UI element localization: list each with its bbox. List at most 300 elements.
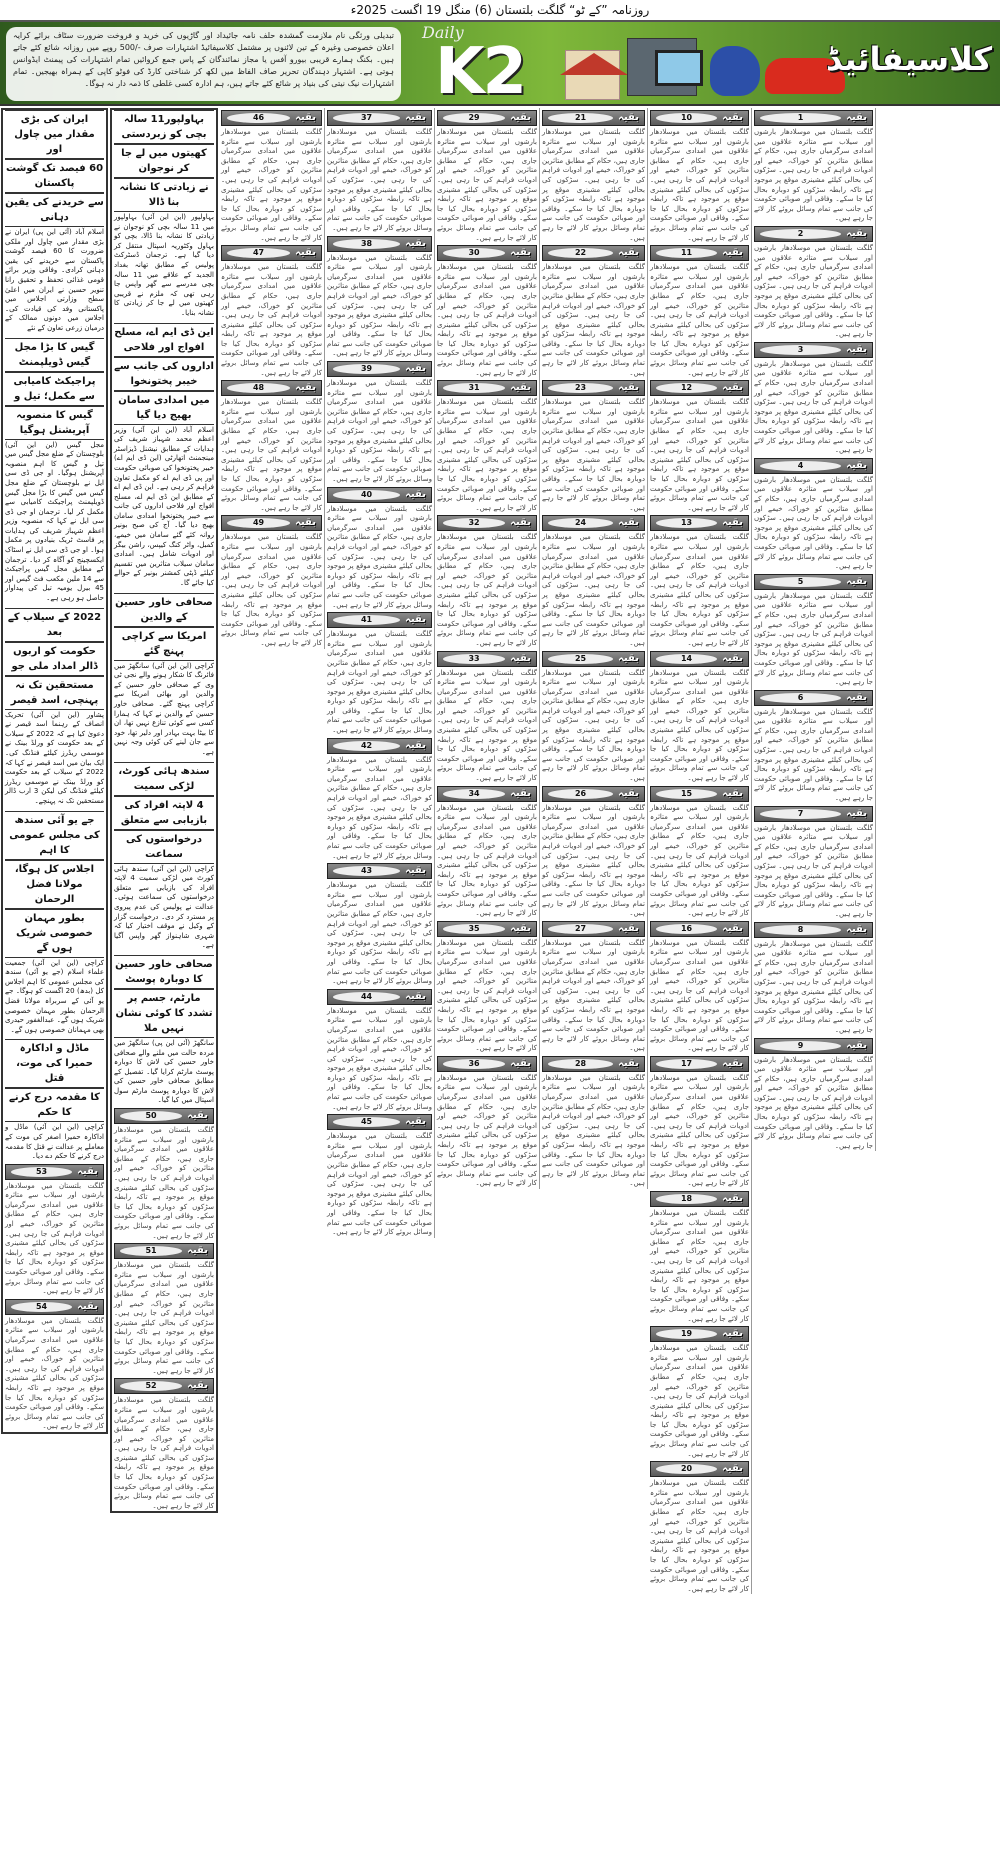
- baqiya-banner: [754, 342, 873, 358]
- continuation-text: گلگت بلتستان میں موسلادھار بارشوں اور سیلاب سے متاثرہ علاقوں میں امدادی سرگرمیاں جاری ہیں، حکام کے مطابق متاثرین کو خوراک، خیمے اور ادویات فراہم کی جا رہی ہیں۔ سڑکوں کی بحالی کیلئے مشینری موقع پر موجود ہے تاکہ رابطہ سڑکوں کو دوبارہ بحال کیا جا سکے۔ وفاقی اور صوبائی حکومت کی جانب سے تمام وسائل بروئے کار لائے جا رہے ہیں۔: [650, 938, 749, 1053]
- continuation-block: [437, 110, 537, 243]
- baqiya-label: بقیہ: [846, 691, 867, 703]
- swoosh-ornament-icon: [656, 113, 717, 123]
- newspaper-page: [0, 108, 1000, 1594]
- headline: نے زیادتی کا نشانہ بنا ڈالا: [114, 178, 214, 212]
- continuation-block: [754, 922, 873, 1036]
- baqiya-number: 54: [35, 1301, 48, 1311]
- swoosh-ornament-icon: [548, 383, 613, 393]
- continuation-block: [114, 1108, 214, 1241]
- continuation-text: گلگت بلتستان میں موسلادھار بارشوں اور سیلاب سے متاثرہ علاقوں میں امدادی سرگرمیاں جاری ہیں، حکام کے مطابق متاثرین کو خوراک، خیمے اور ادویات فراہم کی جا رہی ہیں۔ سڑکوں کی بحالی کیلئے مشینری موقع پر موجود ہے تاکہ رابطہ سڑکوں کو دوبارہ بحال کیا جا سکے۔ وفاقی اور صوبائی حکومت کی جانب سے تمام وسائل بروئے کار لائے جا رہے ہیں۔: [650, 128, 749, 242]
- baqiya-banner: [221, 110, 322, 126]
- story-ndma: [114, 323, 214, 589]
- baqiya-label: بقیہ: [618, 247, 639, 259]
- continuation-text: گلگت بلتستان میں موسلادھار بارشوں اور سیلاب سے متاثرہ علاقوں میں امدادی سرگرمیاں جاری ہیں، حکام کے مطابق متاثرین کو خوراک، خیمے اور ادویات فراہم کی جا رہی ہیں۔ سڑکوں کی بحالی کیلئے مشینری موقع پر موجود ہے تاکہ رابطہ سڑکوں کو دوبارہ بحال کیا جا سکے۔ وفاقی اور صوبائی حکومت کی جانب سے تمام وسائل بروئے کار لائے جا رہے ہیں۔: [327, 504, 432, 609]
- baqiya-banner: [542, 380, 645, 396]
- baqiya-label: بقیہ: [295, 517, 316, 529]
- headline: مستحقین تک نہ پہنچی، اسد قیصر: [5, 676, 104, 710]
- headline: اداروں کی جانب سے خیبر پختونخوا: [114, 357, 214, 391]
- continuation-block: [650, 921, 749, 1054]
- baqiya-number: 46: [252, 113, 265, 122]
- swoosh-ornament-icon: [227, 248, 290, 258]
- baqiya-banner: [327, 738, 432, 754]
- swoosh-ornament-icon: [760, 345, 841, 355]
- baqiya-label: بقیہ: [846, 807, 867, 819]
- continuation-block: [650, 786, 749, 919]
- baqiya-label: بقیہ: [510, 652, 531, 664]
- continuation-block: [327, 989, 432, 1113]
- swoosh-ornament-icon: [760, 229, 841, 239]
- continuation-block: [542, 651, 645, 784]
- headline: سندھ ہائی کورٹ، لڑکی سمیت: [114, 762, 214, 796]
- headline: این ڈی ایم اے، مسلح افواج اور فلاحی: [114, 323, 214, 357]
- continuation-block: [650, 1461, 749, 1594]
- dateline-text: روزنامہ ”کے ٹو“ گلگت بلتستان (6) منگل 19 اگست 2025ء: [350, 3, 650, 17]
- baqiya-label: بقیہ: [405, 363, 426, 375]
- baqiya-number: 1: [797, 113, 804, 122]
- baqiya-banner: [542, 245, 645, 261]
- continuation-block: [754, 342, 873, 456]
- baqiya-label: بقیہ: [722, 112, 743, 123]
- baqiya-number: 37: [360, 113, 373, 122]
- continuation-column-5: [435, 108, 540, 1189]
- continuation-block: [327, 110, 432, 234]
- baqiya-banner: [221, 515, 322, 531]
- baqiya-number: 4: [797, 460, 804, 470]
- story-khawar-postmortem: [114, 955, 214, 1106]
- swoosh-ornament-icon: [227, 518, 290, 528]
- baqiya-banner: [437, 786, 537, 802]
- swoosh-ornament-icon: [548, 654, 613, 664]
- swoosh-ornament-icon: [760, 113, 841, 123]
- classified-illustration: [565, 30, 845, 102]
- baqiya-banner: [327, 612, 432, 628]
- baqiya-number: 50: [145, 1111, 157, 1121]
- continuation-text: گلگت بلتستان میں موسلادھار بارشوں اور سیلاب سے متاثرہ علاقوں میں امدادی سرگرمیاں جاری ہیں، حکام کے مطابق متاثرین کو خوراک، خیمے اور ادویات فراہم کی جا رہی ہیں۔ سڑکوں کی بحالی کیلئے مشینری موقع پر موجود ہے تاکہ رابطہ سڑکوں کو دوبارہ بحال کیا جا سکے۔ وفاقی اور صوبائی حکومت کی جانب سے تمام وسائل بروئے کار لائے جا رہے ہیں۔: [5, 1316, 104, 1431]
- baqiya-banner: [650, 1191, 749, 1207]
- continuation-block: [437, 245, 537, 378]
- baqiya-banner: [650, 515, 749, 531]
- continuation-block: [754, 226, 873, 340]
- baqiya-label: بقیہ: [722, 1193, 743, 1204]
- baqiya-number: 33: [468, 653, 480, 663]
- baqiya-banner: [437, 245, 537, 261]
- continuation-block: [221, 245, 322, 378]
- baqiya-banner: [754, 110, 873, 126]
- continuation-block: [650, 1191, 749, 1324]
- continuation-text: گلگت بلتستان میں موسلادھار بارشوں اور سیلاب سے متاثرہ علاقوں میں امدادی سرگرمیاں جاری ہیں، حکام کے مطابق متاثرین کو خوراک، خیمے اور ادویات فراہم کی جا رہی ہیں۔ سڑکوں کی بحالی کیلئے مشینری موقع پر موجود ہے تاکہ رابطہ سڑکوں کو دوبارہ بحال کیا جا سکے۔ وفاقی اور صوبائی حکومت کی جانب سے تمام وسائل بروئے کار لائے جا رہے ہیں۔: [437, 938, 537, 1053]
- baqiya-banner: [542, 515, 645, 531]
- swoosh-ornament-icon: [760, 693, 841, 703]
- logo-name-text: K2: [434, 35, 526, 106]
- baqiya-number: 39: [360, 364, 373, 374]
- swoosh-ornament-icon: [443, 113, 505, 123]
- baqiya-banner: [650, 245, 749, 261]
- baqiya-number: 41: [360, 615, 373, 625]
- continuation-block: [327, 863, 432, 987]
- baqiya-banner: [754, 922, 873, 938]
- swoosh-ornament-icon: [11, 1167, 72, 1177]
- continuation-block: [114, 1378, 214, 1511]
- continuation-block: [437, 786, 537, 919]
- headline: 2022 کے سیلاب کے بعد: [5, 608, 104, 642]
- swoosh-ornament-icon: [443, 383, 505, 393]
- baqiya-label: بقیہ: [405, 237, 426, 249]
- continuation-text: گلگت بلتستان میں موسلادھار بارشوں اور سیلاب سے متاثرہ علاقوں میں امدادی سرگرمیاں جاری ہیں، حکام کے مطابق متاثرین کو خوراک، خیمے اور ادویات فراہم کی جا رہی ہیں۔ سڑکوں کی بحالی کیلئے مشینری موقع پر موجود ہے تاکہ رابطہ سڑکوں کو دوبارہ بحال کیا جا سکے۔ وفاقی اور صوبائی حکومت کی جانب سے تمام وسائل بروئے کار لائے جا رہے ہیں۔: [327, 253, 432, 358]
- continuation-block: [650, 651, 749, 784]
- continuation-text: گلگت بلتستان میں موسلادھار بارشوں اور سیلاب سے متاثرہ علاقوں میں امدادی سرگرمیاں جاری ہیں، حکام کے مطابق متاثرین کو خوراک، خیمے اور ادویات فراہم کی جا رہی ہیں۔ سڑکوں کی بحالی کیلئے مشینری موقع پر موجود ہے تاکہ رابطہ سڑکوں کو دوبارہ بحال کیا جا سکے۔ وفاقی اور صوبائی حکومت کی جانب سے تمام وسائل بروئے کار لائے جا رہے ہیں۔: [327, 1132, 432, 1237]
- continuation-block: [327, 738, 432, 862]
- baqiya-label: بقیہ: [722, 652, 743, 664]
- swoosh-ornament-icon: [443, 248, 505, 258]
- headline: گیس کا منصوبہ آپریشنل ہوگیا: [5, 406, 104, 440]
- baqiya-label: بقیہ: [722, 1057, 743, 1069]
- baqiya-banner: [542, 110, 645, 126]
- continuation-text: گلگت بلتستان میں موسلادھار بارشوں اور سیلاب سے متاثرہ علاقوں میں امدادی سرگرمیاں جاری ہیں، حکام کے مطابق متاثرین کو خوراک، خیمے اور ادویات فراہم کی جا رہی ہیں۔ سڑکوں کی بحالی کیلئے مشینری موقع پر موجود ہے تاکہ رابطہ سڑکوں کو دوبارہ بحال کیا جا سکے۔ وفاقی اور صوبائی حکومت کی جانب سے تمام وسائل بروئے کار لائے جا رہے ہیں۔: [650, 263, 749, 377]
- baqiya-number: 2: [797, 228, 804, 238]
- continuation-block: [542, 921, 645, 1054]
- continuation-text: گلگت بلتستان میں موسلادھار بارشوں اور سیلاب سے متاثرہ علاقوں میں امدادی سرگرمیاں جاری ہیں، حکام کے مطابق متاثرین کو خوراک، خیمے اور ادویات فراہم کی جا رہی ہیں۔ سڑکوں کی بحالی کیلئے مشینری موقع پر موجود ہے تاکہ رابطہ سڑکوں کو دوبارہ بحال کیا جا سکے۔ وفاقی اور صوبائی حکومت کی جانب سے تمام وسائل بروئے کار لائے جا رہے ہیں۔: [114, 1396, 214, 1510]
- headline: صحافی خاور حسین کا دوبارہ پوسٹ: [114, 955, 214, 989]
- story-body: بہاولپور (این این آئی) بہاولپور میں 11 سالہ بچی کو نوجوان نے زیادتی کا نشانہ بنا ڈالا، بچی کو بہاول وکٹوریہ اسپتال منتقل کر دیا گیا ہے۔ ترجمان ڈسٹرکٹ پولیس کے مطابق تھانہ بغداد الجدید کے علاقے میں 11 سالہ بچی مدرسے سے گھر واپس جا رہی تھی کہ ملزم نے قریبی کھیتوں میں لے جا کر زیادتی کا نشانہ بنایا۔: [114, 213, 214, 317]
- baqiya-number: 16: [680, 923, 693, 933]
- baqiya-label: بقیہ: [510, 1057, 531, 1069]
- continuation-block: [221, 515, 322, 648]
- logo-daily-text: Daily: [422, 23, 464, 42]
- headline: میں امدادی سامان بھیج دیا گیا: [114, 391, 214, 425]
- baqiya-banner: [114, 1108, 214, 1124]
- baqiya-number: 36: [468, 1058, 480, 1068]
- baqiya-number: 14: [680, 653, 693, 663]
- continuation-block: [437, 1056, 537, 1189]
- swoosh-ornament-icon: [333, 239, 400, 249]
- baqiya-label: بقیہ: [405, 990, 426, 1002]
- continuation-text: گلگت بلتستان میں موسلادھار بارشوں اور سیلاب سے متاثرہ علاقوں میں امدادی سرگرمیاں جاری ہیں، حکام کے مطابق متاثرین کو خوراک، خیمے اور ادویات فراہم کی جا رہی ہیں۔ سڑکوں کی بحالی کیلئے مشینری موقع پر موجود ہے تاکہ رابطہ سڑکوں کو دوبارہ بحال کیا جا سکے۔ وفاقی اور صوبائی حکومت کی جانب سے تمام وسائل بروئے کار لائے جا رہے ہیں۔: [650, 1073, 749, 1188]
- continuation-block: [542, 1056, 645, 1189]
- baqiya-label: بقیہ: [722, 247, 743, 259]
- continuation-text: گلگت بلتستان میں موسلادھار بارشوں اور سیلاب سے متاثرہ علاقوں میں امدادی سرگرمیاں جاری ہیں، حکام کے مطابق متاثرین کو خوراک، خیمے اور ادویات فراہم کی جا رہی ہیں۔ سڑکوں کی بحالی کیلئے مشینری موقع پر موجود ہے تاکہ رابطہ سڑکوں کو دوبارہ بحال کیا جا سکے۔ وفاقی اور صوبائی حکومت کی جانب سے تمام وسائل بروئے کار لائے جا رہے ہیں۔: [437, 128, 537, 242]
- swoosh-ornament-icon: [333, 866, 400, 876]
- continuation-text: گلگت بلتستان میں موسلادھار بارشوں اور سیلاب سے متاثرہ علاقوں میں امدادی سرگرمیاں جاری ہیں، حکام کے مطابق متاثرین کو خوراک، خیمے اور ادویات فراہم کی جا رہی ہیں۔ سڑکوں کی بحالی کیلئے مشینری موقع پر موجود ہے تاکہ رابطہ سڑکوں کو دوبارہ بحال کیا جا سکے۔ وفاقی اور صوبائی حکومت کی جانب سے تمام وسائل بروئے کار لائے جا رہے ہیں۔: [650, 533, 749, 647]
- continuation-text: گلگت بلتستان میں موسلادھار بارشوں اور سیلاب سے متاثرہ علاقوں میں امدادی سرگرمیاں جاری ہیں، حکام کے مطابق متاثرین کو خوراک، خیمے اور ادویات فراہم کی جا رہی ہیں۔ سڑکوں کی بحالی کیلئے مشینری موقع پر موجود ہے تاکہ رابطہ سڑکوں کو دوبارہ بحال کیا جا سکے۔ وفاقی اور صوبائی حکومت کی جانب سے تمام وسائل بروئے کار لائے جا رہے ہیں۔: [327, 630, 432, 735]
- continuation-text: گلگت بلتستان میں موسلادھار بارشوں اور سیلاب سے متاثرہ علاقوں میں امدادی سرگرمیاں جاری ہیں، حکام کے مطابق متاثرین کو خوراک، خیمے اور ادویات فراہم کی جا رہی ہیں۔ سڑکوں کی بحالی کیلئے مشینری موقع پر موجود ہے تاکہ رابطہ سڑکوں کو دوبارہ بحال کیا جا سکے۔ وفاقی اور صوبائی حکومت کی جانب سے تمام وسائل بروئے کار لائے جا رہے ہیں۔: [327, 755, 432, 860]
- continuation-text: گلگت بلتستان میں موسلادھار بارشوں اور سیلاب سے متاثرہ علاقوں میں امدادی سرگرمیاں جاری ہیں، حکام کے مطابق متاثرین کو خوراک، خیمے اور ادویات فراہم کی جا رہی ہیں۔ سڑکوں کی بحالی کیلئے مشینری موقع پر موجود ہے تاکہ رابطہ سڑکوں کو دوبارہ بحال کیا جا سکے۔ وفاقی اور صوبائی حکومت کی جانب سے تمام وسائل بروئے کار لائے جا رہے ہیں۔: [754, 1055, 873, 1150]
- baqiya-label: بقیہ: [295, 112, 316, 123]
- swoosh-ornament-icon: [333, 364, 400, 374]
- headline: جے یو آئی سندھ کی مجلس عمومی کا اہم: [5, 811, 104, 860]
- continuation-block: [437, 921, 537, 1054]
- headline: بطور مہمان خصوصی شریک ہوں گے: [5, 909, 104, 958]
- continuation-block: [327, 487, 432, 611]
- baqiya-label: بقیہ: [510, 922, 531, 934]
- headline: پراجیکٹ کامیابی سے مکمل؛ تیل و: [5, 372, 104, 406]
- baqiya-banner: [327, 110, 432, 126]
- continuation-text: گلگت بلتستان میں موسلادھار بارشوں اور سیلاب سے متاثرہ علاقوں میں امدادی سرگرمیاں جاری ہیں، حکام کے مطابق متاثرین کو خوراک، خیمے اور ادویات فراہم کی جا رہی ہیں۔ سڑکوں کی بحالی کیلئے مشینری موقع پر موجود ہے تاکہ رابطہ سڑکوں کو دوبارہ بحال کیا جا سکے۔ وفاقی اور صوبائی حکومت کی جانب سے تمام وسائل بروئے کار لائے جا رہے ہیں۔: [437, 263, 537, 377]
- continuation-text: گلگت بلتستان میں موسلادھار بارشوں اور سیلاب سے متاثرہ علاقوں میں امدادی سرگرمیاں جاری ہیں، حکام کے مطابق متاثرین کو خوراک، خیمے اور ادویات فراہم کی جا رہی ہیں۔ سڑکوں کی بحالی کیلئے مشینری موقع پر موجود ہے تاکہ رابطہ سڑکوں کو دوبارہ بحال کیا جا سکے۔ وفاقی اور صوبائی حکومت کی جانب سے تمام وسائل بروئے کار لائے جا رہے ہیں۔: [327, 379, 432, 483]
- baqiya-banner: [437, 515, 537, 531]
- swoosh-ornament-icon: [548, 789, 613, 799]
- story-body: اسلام آباد (آئی این پی) ایران نے بڑی مقدار میں چاول اور ملکی ضرورت کا 60 فیصد گوشت پاکستان سے خریدنے کی یقین دہانی کرادی۔ وفاقی وزیر برائے قومی غذائی تحفظ و تحقیق رانا تنویر حسین نے ایران میں اعلیٰ سطح وزارتی اجلاس میں پاکستانی وفد کی قیادت کی۔ اجلاس میں دونوں ممالک کے درمیان زرعی تعاون کے نئے: [5, 228, 104, 332]
- baqiya-number: 43: [360, 866, 373, 876]
- story-body: کراچی (این این آئی) ماڈل و اداکارہ حمیرا اصغر کی موت کے معاملے پر عدالت نے قتل کا مقدمہ درج کرنے کا حکم دے دیا۔: [5, 1123, 104, 1161]
- baqiya-number: 47: [252, 248, 265, 258]
- baqiya-label: بقیہ: [722, 787, 743, 799]
- continuation-text: گلگت بلتستان میں موسلادھار بارشوں اور سیلاب سے متاثرہ علاقوں میں امدادی سرگرمیاں جاری ہیں، حکام کے مطابق متاثرین کو خوراک، خیمے اور ادویات فراہم کی جا رہی ہیں۔ سڑکوں کی بحالی کیلئے مشینری موقع پر موجود ہے تاکہ رابطہ سڑکوں کو دوبارہ بحال کیا جا سکے۔ وفاقی اور صوبائی حکومت کی جانب سے تمام وسائل بروئے کار لائے جا رہے ہیں۔: [754, 591, 873, 687]
- continuation-text: گلگت بلتستان میں موسلادھار بارشوں اور سیلاب سے متاثرہ علاقوں میں امدادی سرگرمیاں جاری ہیں، حکام کے مطابق متاثرین کو خوراک، خیمے اور ادویات فراہم کی جا رہی ہیں۔ سڑکوں کی بحالی کیلئے مشینری موقع پر موجود ہے تاکہ رابطہ سڑکوں کو دوبارہ بحال کیا جا سکے۔ وفاقی اور صوبائی حکومت کی جانب سے تمام وسائل بروئے کار لائے جا رہے ہیں۔: [114, 1261, 214, 1375]
- swoosh-ornament-icon: [443, 924, 505, 934]
- continuation-block: [5, 1299, 104, 1432]
- baqiya-number: 11: [680, 248, 693, 258]
- baqiya-number: 22: [574, 248, 587, 258]
- baqiya-banner: [650, 1326, 749, 1342]
- continuation-block: [542, 245, 645, 378]
- swoosh-ornament-icon: [548, 113, 613, 123]
- continuation-text: گلگت بلتستان میں موسلادھار بارشوں اور سیلاب سے متاثرہ علاقوں میں امدادی سرگرمیاں جاری ہیں، حکام کے مطابق متاثرین کو خوراک، خیمے اور ادویات فراہم کی جا رہی ہیں۔ سڑکوں کی بحالی کیلئے مشینری موقع پر موجود ہے تاکہ رابطہ سڑکوں کو دوبارہ بحال کیا جا سکے۔ وفاقی اور صوبائی حکومت کی جانب سے تمام وسائل بروئے کار لائے جا رہے ہیں۔: [754, 359, 873, 455]
- baqiya-number: 15: [680, 788, 693, 798]
- continuation-text: گلگت بلتستان میں موسلادھار بارشوں اور سیلاب سے متاثرہ علاقوں میں امدادی سرگرمیاں جاری ہیں، حکام کے مطابق متاثرین کو خوراک، خیمے اور ادویات فراہم کی جا رہی ہیں۔ سڑکوں کی بحالی کیلئے مشینری موقع پر موجود ہے تاکہ رابطہ سڑکوں کو دوبارہ بحال کیا جا سکے۔ وفاقی اور صوبائی حکومت کی جانب سے تمام وسائل بروئے کار لائے جا رہے ہیں۔: [437, 533, 537, 647]
- baqiya-number: 10: [680, 113, 693, 122]
- continuation-block: [754, 458, 873, 572]
- baqiya-label: بقیہ: [618, 1057, 639, 1069]
- continuation-text: گلگت بلتستان میں موسلادھار بارشوں اور سیلاب سے متاثرہ علاقوں میں امدادی سرگرمیاں جاری ہیں، حکام کے مطابق متاثرین کو خوراک، خیمے اور ادویات فراہم کی جا رہی ہیں۔ سڑکوں کی بحالی کیلئے مشینری موقع پر موجود ہے تاکہ رابطہ سڑکوں کو دوبارہ بحال کیا جا سکے۔ وفاقی اور صوبائی حکومت کی جانب سے تمام وسائل بروئے کار لائے جا رہے ہیں۔: [437, 1073, 537, 1188]
- headline: بہاولپور11 سالہ بچی کو زبردستی: [114, 110, 214, 144]
- continuation-text: گلگت بلتستان میں موسلادھار بارشوں اور سیلاب سے متاثرہ علاقوں میں امدادی سرگرمیاں جاری ہیں، حکام کے مطابق متاثرین کو خوراک، خیمے اور ادویات فراہم کی جا رہی ہیں۔ سڑکوں کی بحالی کیلئے مشینری موقع پر موجود ہے تاکہ رابطہ سڑکوں کو دوبارہ بحال کیا جا سکے۔ وفاقی اور صوبائی حکومت کی جانب سے تمام وسائل بروئے کار لائے جا رہے ہیں۔: [437, 668, 537, 783]
- swoosh-ornament-icon: [227, 113, 290, 123]
- baqiya-number: 12: [680, 383, 693, 393]
- swoosh-ornament-icon: [333, 113, 400, 123]
- baqiya-number: 27: [574, 923, 587, 933]
- swoosh-ornament-icon: [333, 490, 400, 500]
- continuation-block: [754, 690, 873, 804]
- baqiya-label: بقیہ: [722, 922, 743, 934]
- headline: کا مقدمہ درج کرنے کا حکم: [5, 1088, 104, 1122]
- continuation-column-7: [648, 108, 752, 1594]
- baqiya-number: 52: [145, 1381, 157, 1391]
- story-khawar-parents: [114, 593, 214, 758]
- continuation-block: [542, 110, 645, 243]
- swoosh-ornament-icon: [656, 924, 717, 934]
- swoosh-ornament-icon: [443, 518, 505, 528]
- swoosh-ornament-icon: [760, 577, 841, 587]
- continuation-column-3: [219, 108, 325, 649]
- baqiya-number: 34: [468, 788, 480, 798]
- baqiya-number: 7: [797, 808, 804, 818]
- continuation-block: [5, 1164, 104, 1297]
- baqiya-label: بقیہ: [722, 382, 743, 394]
- continuation-text: گلگت بلتستان میں موسلادھار بارشوں اور سیلاب سے متاثرہ علاقوں میں امدادی سرگرمیاں جاری ہیں، حکام کے مطابق متاثرین کو خوراک، خیمے اور ادویات فراہم کی جا رہی ہیں۔ سڑکوں کی بحالی کیلئے مشینری موقع پر موجود ہے تاکہ رابطہ سڑکوں کو دوبارہ بحال کیا جا سکے۔ وفاقی اور صوبائی حکومت کی جانب سے تمام وسائل بروئے کار لائے جا رہے ہیں۔: [650, 1344, 749, 1458]
- baqiya-number: 25: [574, 653, 587, 663]
- swoosh-ornament-icon: [656, 1464, 717, 1474]
- baqiya-number: 19: [680, 1329, 693, 1339]
- baqiya-label: بقیہ: [618, 787, 639, 799]
- continuation-text: گلگت بلتستان میں موسلادھار بارشوں اور سیلاب سے متاثرہ علاقوں میں امدادی سرگرمیاں جاری ہیں، حکام کے مطابق متاثرین کو خوراک، خیمے اور ادویات فراہم کی جا رہی ہیں۔ سڑکوں کی بحالی کیلئے مشینری موقع پر موجود ہے تاکہ رابطہ سڑکوں کو دوبارہ بحال کیا جا سکے۔ وفاقی اور صوبائی حکومت کی جانب سے تمام وسائل بروئے کار لائے جا رہے ہیں۔: [327, 128, 432, 232]
- baqiya-banner: [754, 690, 873, 706]
- baqiya-banner: [327, 361, 432, 377]
- continuation-block: [542, 786, 645, 919]
- baqiya-banner: [221, 245, 322, 261]
- continuation-text: گلگت بلتستان میں موسلادھار بارشوں اور سیلاب سے متاثرہ علاقوں میں امدادی سرگرمیاں جاری ہیں، حکام کے مطابق متاثرین کو خوراک، خیمے اور ادویات فراہم کی جا رہی ہیں۔ سڑکوں کی بحالی کیلئے مشینری موقع پر موجود ہے تاکہ رابطہ سڑکوں کو دوبارہ بحال کیا جا سکے۔ وفاقی اور صوبائی حکومت کی جانب سے تمام وسائل بروئے کار لائے جا رہے ہیں۔: [650, 398, 749, 512]
- continuation-block: [437, 380, 537, 513]
- continuation-text: گلگت بلتستان میں موسلادھار بارشوں اور سیلاب سے متاثرہ علاقوں میں امدادی سرگرمیاں جاری ہیں، حکام کے مطابق متاثرین کو خوراک، خیمے اور ادویات فراہم کی جا رہی ہیں۔ سڑکوں کی بحالی کیلئے مشینری موقع پر موجود ہے تاکہ رابطہ سڑکوں کو دوبارہ بحال کیا جا سکے۔ وفاقی اور صوبائی حکومت کی جانب سے تمام وسائل بروئے کار لائے جا رہے ہیں۔: [754, 939, 873, 1034]
- continuation-block: [754, 110, 873, 224]
- headline: اجلاس کل ہوگا، مولانا فضل الرحمان: [5, 860, 104, 909]
- baqiya-label: بقیہ: [510, 112, 531, 123]
- story-body: کراچی (این این آئی) سندھ ہائی کورٹ میں لڑکی سمیت 4 لاپتہ افراد کی بازیابی سے متعلق درخواستوں کی سماعت ہوئی۔ عدالت نے پولیس کی عدم پیروی پر مسترد کر دی۔ درخواست گزار کے وکیل نے موقف اختیار کیا کہ شہری شاہنواز گھر واپس آگیا ہے۔: [114, 864, 214, 950]
- baqiya-number: 32: [468, 518, 480, 528]
- baqiya-number: 40: [360, 489, 373, 499]
- headline: ماڈل و اداکارہ حمیرا کی موت، قتل: [5, 1039, 104, 1088]
- swoosh-ornament-icon: [548, 248, 613, 258]
- baqiya-label: بقیہ: [846, 227, 867, 239]
- motorbike-icon: [710, 46, 760, 96]
- baqiya-banner: [754, 574, 873, 590]
- baqiya-number: 44: [360, 991, 373, 1001]
- baqiya-number: 20: [680, 1464, 693, 1474]
- story-humaira: [5, 1039, 104, 1161]
- baqiya-banner: [650, 110, 749, 126]
- story-gas-project: [5, 338, 104, 604]
- continuation-text: گلگت بلتستان میں موسلادھار بارشوں اور سیلاب سے متاثرہ علاقوں میں امدادی سرگرمیاں جاری ہیں، حکام کے مطابق متاثرین کو خوراک، خیمے اور ادویات فراہم کی جا رہی ہیں۔ سڑکوں کی بحالی کیلئے مشینری موقع پر موجود ہے تاکہ رابطہ سڑکوں کو دوبارہ بحال کیا جا سکے۔ وفاقی اور صوبائی حکومت کی جانب سے تمام وسائل بروئے کار لائے جا رہے ہیں۔: [754, 707, 873, 803]
- continuation-block: [327, 361, 432, 485]
- headline: کھیتوں میں لے جا کر نوجوان: [114, 144, 214, 178]
- headline: حکومت کو اربوں ڈالر امداد ملی جو: [5, 642, 104, 676]
- story-body: کراچی (این این آئی) جمعیت علماء اسلام (جے یو آئی) سندھ کی مجلس عمومی کا اہم اجلاس کل (بدھ) 20 اگست کو ہوگا۔ جے یو آئی کے سربراہ مولانا فضل الرحمان بطور مہمان خصوصی شریک ہوں گے۔ عبدالغفور حیدری بھی مہمانان خصوصی ہوں گے۔: [5, 958, 104, 1034]
- swoosh-ornament-icon: [548, 518, 613, 528]
- continuation-text: گلگت بلتستان میں موسلادھار بارشوں اور سیلاب سے متاثرہ علاقوں میں امدادی سرگرمیاں جاری ہیں، حکام کے مطابق متاثرین کو خوراک، خیمے اور ادویات فراہم کی جا رہی ہیں۔ سڑکوں کی بحالی کیلئے مشینری موقع پر موجود ہے تاکہ رابطہ سڑکوں کو دوبارہ بحال کیا جا سکے۔ وفاقی اور صوبائی حکومت کی جانب سے تمام وسائل بروئے کار لائے جا رہے ہیں۔: [650, 1479, 749, 1593]
- baqiya-banner: [650, 921, 749, 937]
- baqiya-number: 6: [797, 692, 804, 702]
- baqiya-label: بقیہ: [77, 1165, 98, 1177]
- classified-section-title: کلاسیفائیڈ: [825, 40, 992, 78]
- continuation-block: [437, 515, 537, 648]
- baqiya-label: بقیہ: [510, 787, 531, 799]
- swoosh-ornament-icon: [760, 925, 841, 935]
- continuation-block: [327, 236, 432, 360]
- continuation-text: گلگت بلتستان میں موسلادھار بارشوں اور سیلاب سے متاثرہ علاقوں میں امدادی سرگرمیاں جاری ہیں، حکام کے مطابق متاثرین کو خوراک، خیمے اور ادویات فراہم کی جا رہی ہیں۔ سڑکوں کی بحالی کیلئے مشینری موقع پر موجود ہے تاکہ رابطہ سڑکوں کو دوبارہ بحال کیا جا سکے۔ وفاقی اور صوبائی حکومت کی جانب سے تمام وسائل بروئے کار لائے جا رہے ہیں۔: [221, 263, 322, 377]
- baqiya-label: بقیہ: [846, 459, 867, 471]
- story-body: اسلام آباد (این این آئی) وزیر اعظم محمد شہباز شریف کی ہدایات کے مطابق نیشنل ڈیزاسٹر مینجمنٹ اتھارٹی (این ڈی ایم اے) خیبر پختونخوا کی صوبائی حکومت اور پی ڈی ایم اے کو مکمل تعاون فراہم کر رہی ہے۔ این ڈی ایم اے کے مطابق این ڈی ایم اے، مسلح افواج اور فلاحی اداروں کی جانب سے خیبر پختونخوا امدادی سامان بھیج دیا گیا۔ آج کی صبح بونیر روانہ کئے گئے سامان میں خیمے، کمبل، واٹر کنگ کیپس، راشن بیگز اور ادویات شامل ہیں۔ امدادی سامان سیلاب متاثرین میں تقسیم کیلئے ڈپٹی کمشنر بونیر کے حوالے کیا جائے گا۔: [114, 425, 214, 588]
- baqiya-number: 30: [468, 248, 480, 258]
- swoosh-ornament-icon: [120, 1111, 182, 1121]
- baqiya-banner: [5, 1164, 104, 1180]
- baqiya-label: بقیہ: [722, 1328, 743, 1340]
- headline: 60 فیصد تک گوشت پاکستان: [5, 159, 104, 193]
- baqiya-banner: [650, 1056, 749, 1072]
- baqiya-number: 31: [468, 383, 480, 393]
- continuation-text: گلگت بلتستان میں موسلادھار بارشوں اور سیلاب سے متاثرہ علاقوں میں امدادی سرگرمیاں جاری ہیں، حکام کے مطابق متاثرین کو خوراک، خیمے اور ادویات فراہم کی جا رہی ہیں۔ سڑکوں کی بحالی کیلئے مشینری موقع پر موجود ہے تاکہ رابطہ سڑکوں کو دوبارہ بحال کیا جا سکے۔ وفاقی اور صوبائی حکومت کی جانب سے تمام وسائل بروئے کار لائے جا رہے ہیں۔: [754, 128, 873, 223]
- continuation-text: گلگت بلتستان میں موسلادھار بارشوں اور سیلاب سے متاثرہ علاقوں میں امدادی سرگرمیاں جاری ہیں، حکام کے مطابق متاثرین کو خوراک، خیمے اور ادویات فراہم کی جا رہی ہیں۔ سڑکوں کی بحالی کیلئے مشینری موقع پر موجود ہے تاکہ رابطہ سڑکوں کو دوبارہ بحال کیا جا سکے۔ وفاقی اور صوبائی حکومت کی جانب سے تمام وسائل بروئے کار لائے جا رہے ہیں۔: [542, 1073, 645, 1188]
- baqiya-number: 28: [574, 1058, 587, 1068]
- swoosh-ornament-icon: [443, 1059, 505, 1069]
- story-body: کراچی (این این آئی) سانگھڑ میں فائرنگ کا شکار ہونے والے نجی ٹی وی کے صحافی خاور حسین کے والدین اور بھائی امریکا سے کراچی پہنچ گئے۔ صحافی خاور حسین کے والدین نے کہا کہ ہمارا کسی سے کوئی تنازع نہیں تھا، ان کا بیٹا بہت بہادر اور دلیر تھا، خود سے جان لینے کی کوئی وجہ نہیں ہے۔: [114, 661, 214, 756]
- baqiya-banner: [437, 110, 537, 126]
- baqiya-label: بقیہ: [846, 112, 867, 123]
- baqiya-label: بقیہ: [405, 112, 426, 123]
- continuation-column-4: [325, 108, 435, 1238]
- baqiya-banner: [650, 786, 749, 802]
- baqiya-banner: [542, 651, 645, 667]
- swoosh-ornament-icon: [656, 518, 717, 528]
- baqiya-number: 24: [574, 518, 587, 528]
- baqiya-label: بقیہ: [618, 922, 639, 934]
- baqiya-banner: [221, 380, 322, 396]
- baqiya-number: 21: [574, 113, 587, 122]
- continuation-text: گلگت بلتستان میں موسلادھار بارشوں اور سیلاب سے متاثرہ علاقوں میں امدادی سرگرمیاں جاری ہیں، حکام کے مطابق متاثرین کو خوراک، خیمے اور ادویات فراہم کی جا رہی ہیں۔ سڑکوں کی بحالی کیلئے مشینری موقع پر موجود ہے تاکہ رابطہ سڑکوں کو دوبارہ بحال کیا جا سکے۔ وفاقی اور صوبائی حکومت کی جانب سے تمام وسائل بروئے کار لائے جا رہے ہیں۔: [327, 1006, 432, 1111]
- swoosh-ornament-icon: [548, 1059, 613, 1069]
- baqiya-label: بقیہ: [77, 1300, 98, 1312]
- classified-banner: [0, 22, 1000, 106]
- classified-notice: تبدیلی ورثگی نام ملازمت گمشدہ حلف نامہ جائیداد اور گاڑیوں کی خرید و فروخت ضرورت سٹاف برائے کرایہ اعلان خصوصی وغیرہ کے تین لائنوں پر مشتمل کلاسیفائیڈ اشتہارات صرف -/500 روپے میں روزانہ شائع کئے جاتے ہیں۔ بکنگ ہمارے قریبی بیورو آفس یا مجاز نمائندگان کے پاس جمع کروائیں تمام اشتہارات کی پیمنٹ ایڈوانس ہوتی ہے۔ اشتہار دہندگان تحریر صاف الفاظ میں لکھ کر شناختی کارڈ کی فوٹو کاپی کے ہمراہ بھیجیں۔ تمام اشتہارات نیک نیتی کی بنیاد پر شائع کئے جاتے ہیں، ہم ادارہ کسی غلطی کا ذمہ دار نہ ہوگا۔: [6, 27, 401, 101]
- baqiya-banner: [650, 1461, 749, 1477]
- story-asad-qaiser: [5, 608, 104, 807]
- story-bahawalpur: [114, 110, 214, 319]
- swoosh-ornament-icon: [760, 809, 841, 819]
- baqiya-number: 17: [680, 1058, 693, 1068]
- continuation-column-8: [752, 108, 876, 1151]
- continuation-text: گلگت بلتستان میں موسلادھار بارشوں اور سیلاب سے متاثرہ علاقوں میں امدادی سرگرمیاں جاری ہیں، حکام کے مطابق متاثرین کو خوراک، خیمے اور ادویات فراہم کی جا رہی ہیں۔ سڑکوں کی بحالی کیلئے مشینری موقع پر موجود ہے تاکہ رابطہ سڑکوں کو دوبارہ بحال کیا جا سکے۔ وفاقی اور صوبائی حکومت کی جانب سے تمام وسائل بروئے کار لائے جا رہے ہیں۔: [542, 668, 645, 783]
- baqiya-number: 18: [680, 1194, 693, 1203]
- baqiya-number: 8: [797, 924, 804, 934]
- baqiya-label: بقیہ: [846, 575, 867, 587]
- baqiya-banner: [754, 1038, 873, 1054]
- swoosh-ornament-icon: [333, 741, 400, 751]
- baqiya-label: بقیہ: [187, 1110, 208, 1122]
- baqiya-label: بقیہ: [846, 343, 867, 355]
- story-body: مجل گیس (این این آئی) بلوچستان کے ضلع مجل گیس میں تیل و گیس کا اہم منصوبہ آپریشنل ہوگیا۔ او جی ڈی سی ایل نے بلوچستان کے ضلع مجل گیس میں گیس کا بڑا مجل گیس ڈویلپمنٹ پراجیکٹ کامیابی سے مکمل کر لیا۔ ترجمان او جی ڈی سی ایل نے کہا کہ منصوبہ وزیر اعظم شہباز شریف کی ہدایات پر فاسٹ ٹریک بنیادوں پر مکمل ہوا۔ او جی ڈی سی ایل نے اسٹاک ایکسچینج کو آگاہ کر دیا۔ ترجمان کے مطابق مجل گیس پراجیکٹ سے 14 ملین مکعب فٹ گیس اور 45 بیرل یومیہ تیل کی پیداوار حاصل ہو رہی ہے۔: [5, 440, 104, 603]
- house-icon: [565, 50, 620, 100]
- continuation-text: گلگت بلتستان میں موسلادھار بارشوں اور سیلاب سے متاثرہ علاقوں میں امدادی سرگرمیاں جاری ہیں، حکام کے مطابق متاثرین کو خوراک، خیمے اور ادویات فراہم کی جا رہی ہیں۔ سڑکوں کی بحالی کیلئے مشینری موقع پر موجود ہے تاکہ رابطہ سڑکوں کو دوبارہ بحال کیا جا سکے۔ وفاقی اور صوبائی حکومت کی جانب سے تمام وسائل بروئے کار لائے جا رہے ہیں۔: [754, 475, 873, 571]
- baqiya-label: بقیہ: [846, 923, 867, 935]
- continuation-block: [542, 515, 645, 648]
- swoosh-ornament-icon: [656, 248, 717, 258]
- baqiya-banner: [542, 921, 645, 937]
- continuation-block: [114, 1243, 214, 1376]
- swoosh-ornament-icon: [120, 1381, 182, 1391]
- baqiya-number: 45: [360, 1117, 373, 1127]
- swoosh-ornament-icon: [11, 1302, 72, 1312]
- baqiya-label: بقیہ: [405, 614, 426, 626]
- swoosh-ornament-icon: [656, 654, 717, 664]
- baqiya-number: 29: [468, 113, 480, 122]
- baqiya-label: بقیہ: [846, 1039, 867, 1051]
- swoosh-ornament-icon: [656, 1194, 717, 1204]
- baqiya-label: بقیہ: [618, 382, 639, 394]
- continuation-text: گلگت بلتستان میں موسلادھار بارشوں اور سیلاب سے متاثرہ علاقوں میں امدادی سرگرمیاں جاری ہیں، حکام کے مطابق متاثرین کو خوراک، خیمے اور ادویات فراہم کی جا رہی ہیں۔ سڑکوں کی بحالی کیلئے مشینری موقع پر موجود ہے تاکہ رابطہ سڑکوں کو دوبارہ بحال کیا جا سکے۔ وفاقی اور صوبائی حکومت کی جانب سے تمام وسائل بروئے کار لائے جا رہے ہیں۔: [437, 398, 537, 512]
- continuation-text: گلگت بلتستان میں موسلادھار بارشوں اور سیلاب سے متاثرہ علاقوں میں امدادی سرگرمیاں جاری ہیں، حکام کے مطابق متاثرین کو خوراک، خیمے اور ادویات فراہم کی جا رہی ہیں۔ سڑکوں کی بحالی کیلئے مشینری موقع پر موجود ہے تاکہ رابطہ سڑکوں کو دوبارہ بحال کیا جا سکے۔ وفاقی اور صوبائی حکومت کی جانب سے تمام وسائل بروئے کار لائے جا رہے ہیں۔: [221, 398, 322, 512]
- swoosh-ornament-icon: [656, 1059, 717, 1069]
- monitor-icon: [655, 50, 703, 86]
- continuation-text: گلگت بلتستان میں موسلادھار بارشوں اور سیلاب سے متاثرہ علاقوں میں امدادی سرگرمیاں جاری ہیں، حکام کے مطابق متاثرین کو خوراک، خیمے اور ادویات فراہم کی جا رہی ہیں۔ سڑکوں کی بحالی کیلئے مشینری موقع پر موجود ہے تاکہ رابطہ سڑکوں کو دوبارہ بحال کیا جا سکے۔ وفاقی اور صوبائی حکومت کی جانب سے تمام وسائل بروئے کار لائے جا رہے ہیں۔: [542, 533, 645, 647]
- baqiya-label: بقیہ: [405, 1116, 426, 1128]
- baqiya-number: 35: [468, 923, 480, 933]
- continuation-text: گلگت بلتستان میں موسلادھار بارشوں اور سیلاب سے متاثرہ علاقوں میں امدادی سرگرمیاں جاری ہیں، حکام کے مطابق متاثرین کو خوراک، خیمے اور ادویات فراہم کی جا رہی ہیں۔ سڑکوں کی بحالی کیلئے مشینری موقع پر موجود ہے تاکہ رابطہ سڑکوں کو دوبارہ بحال کیا جا سکے۔ وفاقی اور صوبائی حکومت کی جانب سے تمام وسائل بروئے کار لائے جا رہے ہیں۔: [542, 263, 645, 377]
- baqiya-banner: [650, 380, 749, 396]
- continuation-text: گلگت بلتستان میں موسلادھار بارشوں اور سیلاب سے متاثرہ علاقوں میں امدادی سرگرمیاں جاری ہیں، حکام کے مطابق متاثرین کو خوراک، خیمے اور ادویات فراہم کی جا رہی ہیں۔ سڑکوں کی بحالی کیلئے مشینری موقع پر موجود ہے تاکہ رابطہ سڑکوں کو دوبارہ بحال کیا جا سکے۔ وفاقی اور صوبائی حکومت کی جانب سے تمام وسائل بروئے کار لائے جا رہے ہیں۔: [542, 938, 645, 1053]
- headline: ایران کی بڑی مقدار میں چاول اور: [5, 110, 104, 159]
- baqiya-number: 42: [360, 740, 373, 750]
- continuation-block: [327, 1114, 432, 1238]
- swoosh-ornament-icon: [656, 1329, 717, 1339]
- baqiya-label: بقیہ: [187, 1245, 208, 1257]
- story-body: پشاور (این این آئی) تحریک انصاف کے رہنما اسد قیصر نے دعویٰ کیا ہے کہ 2022 کے سیلاب کے بعد حکومت کو ورلڈ بینک نے موسمی ریڈرز کیلئے فنڈنگ کی۔ ایک بیان میں اسد قیصر نے کہا کہ 2022 کے سیلاب کے بعد حکومت کو ورلڈ بینک نے موسمی ریڈرز کیلئے فنڈنگ کی لیکن 3 ارب ڈالر مستحقین تک نہ پہنچے۔: [5, 710, 104, 805]
- story-shc-missing: [114, 762, 214, 951]
- baqiya-number: 26: [574, 788, 587, 798]
- continuation-block: [650, 245, 749, 378]
- baqiya-number: 51: [145, 1246, 157, 1256]
- swoosh-ornament-icon: [120, 1246, 182, 1256]
- swoosh-ornament-icon: [333, 615, 400, 625]
- continuation-block: [650, 110, 749, 243]
